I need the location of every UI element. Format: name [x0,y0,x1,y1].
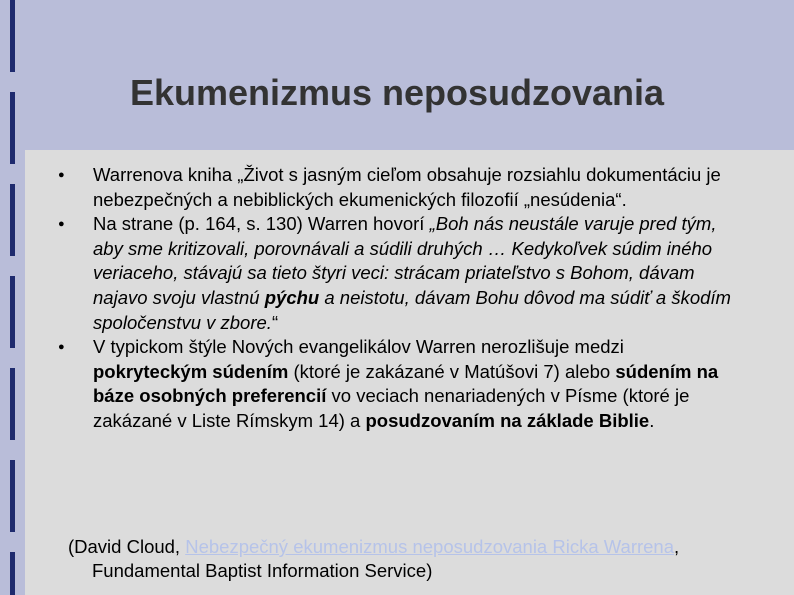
slide-edge-bar-3 [10,184,15,256]
bullet-dot-icon: ● [58,218,65,231]
bullet-run: pýchu [264,286,320,308]
bullet-run: Na strane (p. 164, s. 130) Warren hovorí [93,213,430,235]
bullet-run: „Boh nás neustále varuje pred tým, aby sme kritizovali, porovnávali a súdili druhých … Kedykoľvek súdim iného veriaceho, stávajú sa tieto štyri veci: strácam priateľstvo s Bohom, dávam najavo svoju vlastnú [93,213,717,308]
bullet-text [93,213,731,332]
bullet-run: Warrenova kniha „Život s jasným cieľom obsahuje rozsiahlu dokumentáciu je nebezpečných a nebiblických ekumenických filozofií „nesúdenia“. [93,164,721,210]
bullet-run: posudzovaním na základe Biblie [365,409,650,431]
citation-suffix: , [674,536,680,557]
citation-prefix: (David Cloud, [68,536,186,557]
bullet-run: pokryteckým súdením [93,360,289,382]
bullet-text [93,336,718,431]
citation-publisher: Fundamental Baptist Information Service) [92,560,433,581]
bullet-run: V typickom štýle Nových evangelikálov Warren nerozlišuje medzi [93,336,624,358]
bullet-list [58,163,738,434]
slide-edge-bar-6 [10,460,15,532]
slide-edge-bar-5 [10,368,15,440]
slide-edge-bar-7 [10,552,15,595]
bullet-run: a neistotu, dávam Bohu dôvod ma súdiť a škodím spoločenstvu v zbore. [93,286,731,333]
bullet-text [93,164,721,210]
bullet-dot-icon: ● [58,169,65,181]
source-link[interactable]: Nebezpečný ekumenizmus neposudzovania Ricka Warrena [185,536,675,557]
bullet-run: súdením na báze osobných preferencií [93,360,719,407]
bullet-run: vo veciach nenariadených v Písme (ktoré je zakázané v Liste Rímskym 14) a [93,385,690,431]
citation [68,535,758,583]
bullet-item [58,163,738,212]
bullet-run: “ [271,311,279,333]
bullet-item [58,212,738,335]
slide-edge-bar-1 [10,0,15,72]
bullet-run: . [649,409,655,431]
slide-edge-bar-4 [10,276,15,348]
bullet-dot-icon: ● [58,341,65,354]
bullet-run: (ktoré je zakázané v Matúšovi 7) alebo [288,360,616,382]
slide-title: Ekumenizmus neposudzovania [129,72,665,113]
bullet-item [58,335,738,433]
